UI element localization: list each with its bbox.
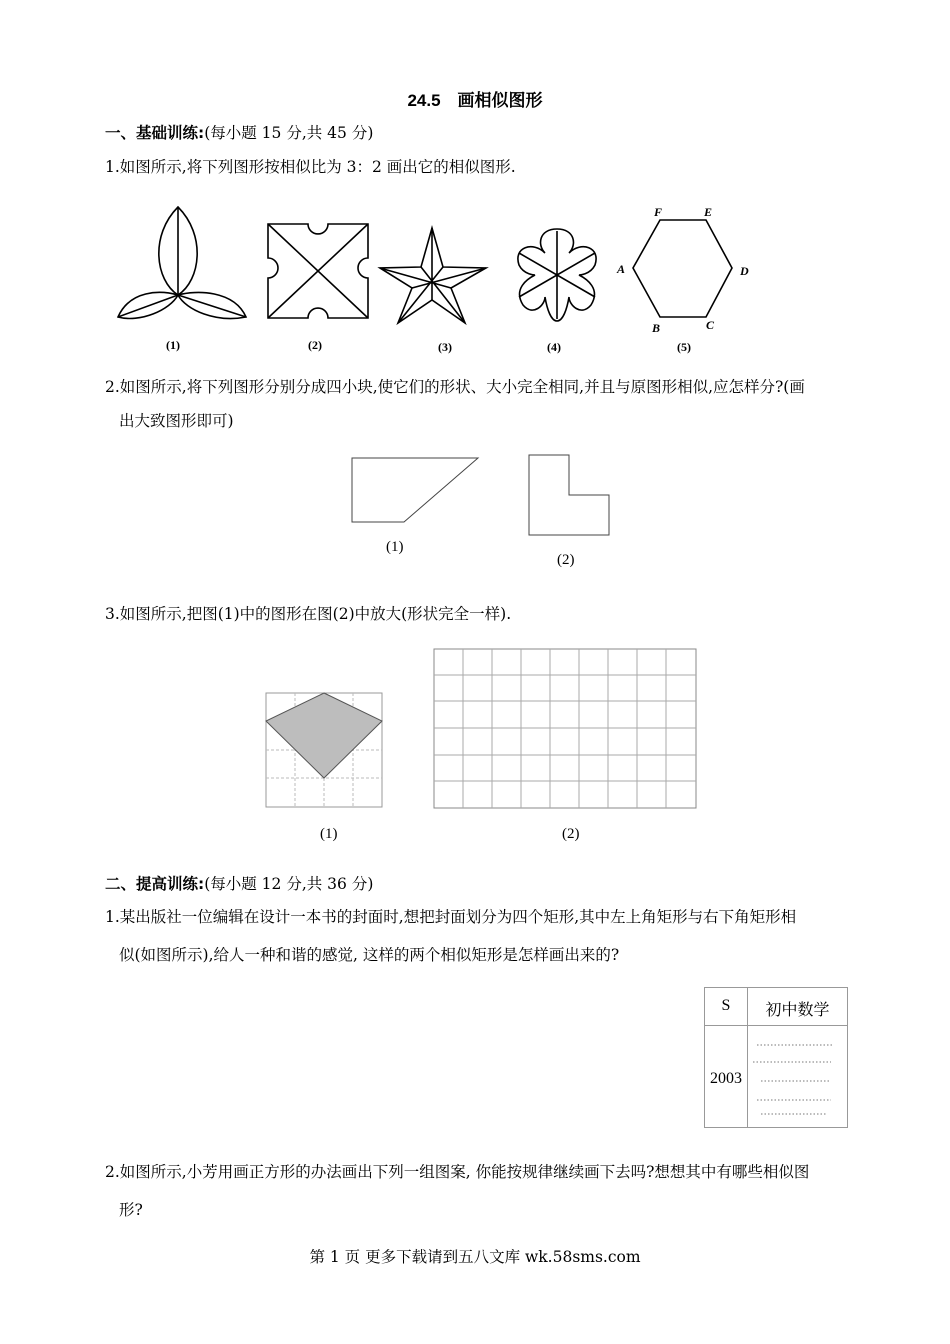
book-cover-figure — [704, 987, 848, 1128]
q2-caption-2: (2) — [557, 552, 575, 568]
flower-figure — [518, 229, 596, 321]
s2-q2-line1: 2.如图所示,小芳用画正方形的办法画出下列一组图案, 你能按规律继续画下去吗?想想其中有哪些相似图 — [105, 1163, 810, 1181]
q1-caption-5: (5) — [677, 340, 691, 354]
s1-q1-figures — [0, 195, 950, 355]
section2-header — [105, 872, 373, 894]
s1-q3-figures — [0, 645, 950, 845]
cover-top-right: 初中数学 — [765, 1000, 830, 1019]
s1-q2-line2: 出大致图形即可) — [119, 412, 234, 430]
notched-square-figure — [268, 224, 368, 318]
s1-q2-line1: 2.如图所示,将下列图形分别分成四小块,使它们的形状、大小完全相同,并且与原图形相似,应怎样分?(画 — [105, 378, 805, 396]
s2-q2-text — [105, 1155, 875, 1227]
hex-label-e: E — [704, 205, 713, 219]
hex-label-b: B — [652, 321, 661, 335]
section2-heading: 二、提高训练: — [105, 875, 205, 893]
trapezoid-figure — [352, 458, 478, 522]
q3-caption-1: (1) — [320, 826, 338, 842]
s2-q1-line2: 似(如图所示),给人一种和谐的感觉, 这样的两个相似矩形是怎样画出来的? — [119, 946, 620, 964]
section1-heading: 一、基础训练: — [105, 124, 205, 142]
section1-header — [105, 121, 373, 143]
s2-q1-line1: 1.某出版社一位编辑在设计一本书的封面时,想把封面划分为四个矩形,其中左上角矩形与右下角矩形相 — [105, 908, 797, 926]
s2-q2-line2: 形? — [119, 1201, 143, 1219]
s1-q2-text — [105, 370, 875, 438]
hex-label-f: F — [654, 205, 663, 219]
s1-q1-text: 1.如图所示,将下列图形按相似比为 3：2 画出它的相似图形. — [105, 158, 516, 176]
hex-label-d: D — [740, 264, 749, 278]
star-figure — [380, 228, 486, 323]
cover-dotted-lines — [705, 988, 847, 1127]
q1-caption-3: (3) — [438, 340, 452, 354]
large-grid — [434, 649, 696, 808]
hexagon-figure — [633, 220, 732, 317]
q2-caption-1: (1) — [386, 539, 404, 555]
s1-q3-text: 3.如图所示,把图(1)中的图形在图(2)中放大(形状完全一样). — [105, 605, 512, 623]
page-title: 24.5 画相似图形 — [407, 91, 543, 110]
small-grid — [266, 693, 382, 807]
q3-caption-2: (2) — [562, 826, 580, 842]
hex-label-c: C — [706, 318, 715, 332]
q1-caption-4: (4) — [547, 340, 561, 354]
s1-q2-figures — [0, 450, 950, 580]
kite-shape — [266, 693, 382, 778]
hex-label-a: A — [617, 262, 626, 276]
s2-q1-text — [105, 900, 875, 972]
section2-note: (每小题 12 分,共 36 分) — [204, 875, 374, 893]
q1-caption-2: (2) — [308, 338, 322, 352]
cover-bottom-left: 2003 — [710, 1070, 742, 1087]
page-footer: 第 1 页 更多下载请到五八文库 wk.58sms.com — [309, 1248, 641, 1266]
l-shape-figure — [529, 455, 609, 535]
section1-note: (每小题 15 分,共 45 分) — [204, 124, 374, 142]
q1-caption-1: (1) — [166, 338, 180, 352]
three-petal-figure — [118, 207, 246, 318]
cover-top-left: S — [721, 997, 731, 1014]
